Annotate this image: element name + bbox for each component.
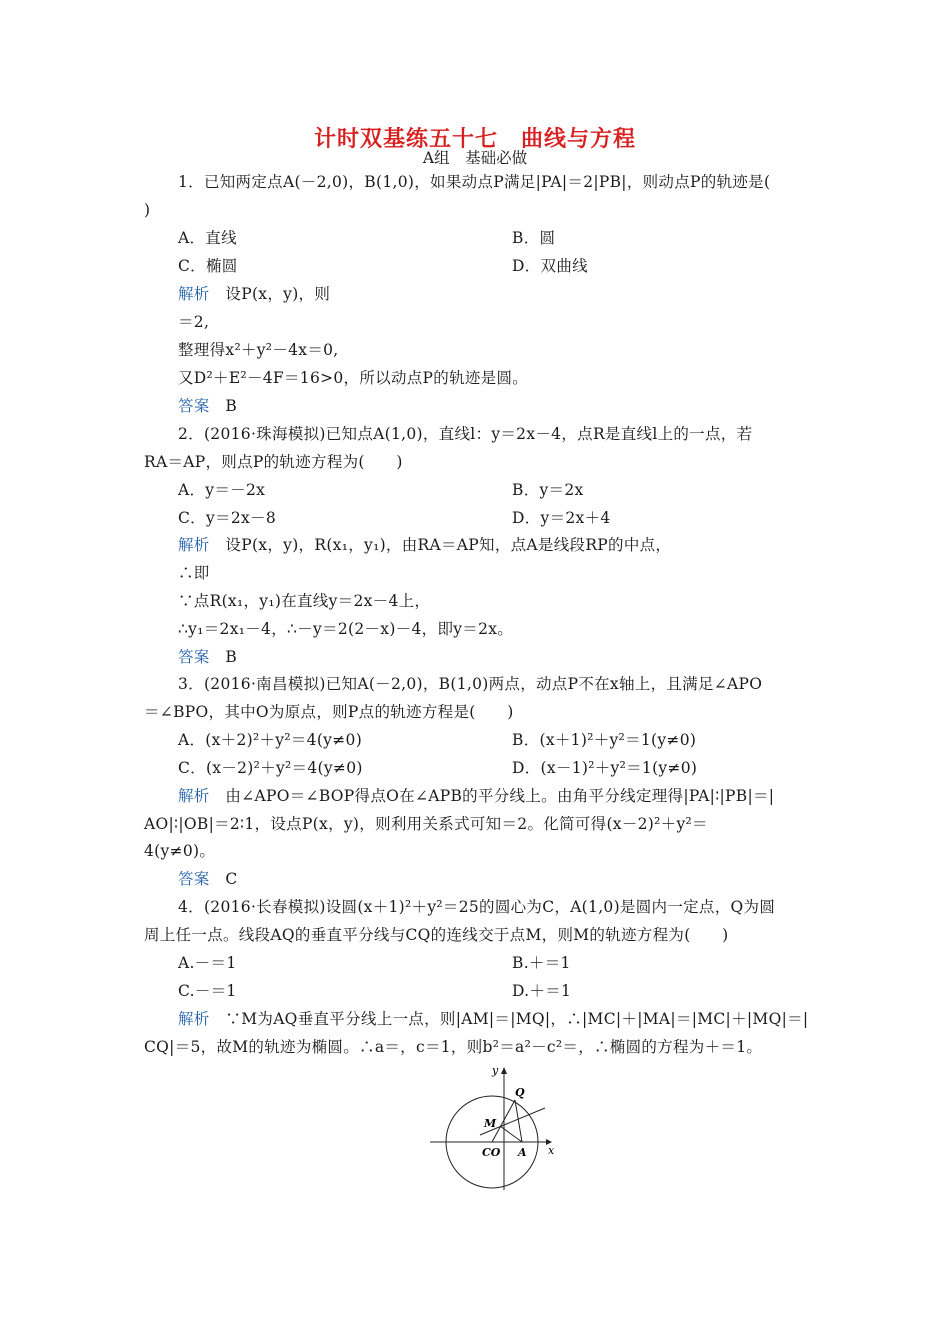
q2-option-b: B．y＝2x [512, 481, 584, 499]
ellipse-figure [430, 1062, 570, 1192]
q1-analysis-line2: ＝2, [178, 313, 210, 331]
q2-analysis-text1: 设P(x，y)，R(x₁，y₁)，由RA＝AP知，点A是线段RP的中点， [225, 536, 672, 554]
page-title: 计时双基练五十七 曲线与方程 [313, 127, 636, 152]
answer-tag: 答案 [178, 397, 210, 415]
q4-option-d: D.＋＝1 [512, 982, 572, 1000]
analysis-tag: 解析 [178, 787, 210, 805]
q3-analysis-line2: AO|∶|OB|＝2∶1，设点P(x，y)，则利用关系式可知＝2。化简可得(x－2)²＋y²＝ [144, 815, 708, 833]
q4-analysis-line1 [178, 1009, 848, 1029]
q4-stem-line2: 周上任一点。线段AQ的垂直平分线与CQ的连线交于点M，则M的轨迹方程为( ) [144, 926, 729, 944]
q4-option-b: B.＋＝1 [512, 954, 571, 972]
q2-analysis-line3: ∵点R(x₁，y₁)在直线y＝2x－4上， [178, 592, 431, 610]
answer-tag: 答案 [178, 870, 210, 888]
q1-option-b: B．圆 [512, 229, 556, 247]
q1-option-c: C．椭圆 [178, 257, 238, 275]
label-y: y [492, 1064, 499, 1077]
q3-stem-line2: ＝∠BPO，其中O为原点，则P点的轨迹方程是( ) [144, 703, 514, 721]
q3-analysis-text1: 由∠APO＝∠BOP得点O在∠APB的平分线上。由角平分线定理得|PA|∶|PB|＝| [225, 787, 775, 805]
q2-stem-line1: 2．(2016·珠海模拟)已知点A(1,0)，直线l：y＝2x－4，点R是直线l上的一点，若 [178, 425, 753, 443]
q2-answer: B [225, 648, 238, 666]
q2-stem-line2: RA＝AP，则点P的轨迹方程为( ) [144, 453, 403, 471]
segment-ma [500, 1126, 522, 1142]
analysis-tag: 解析 [178, 536, 210, 554]
q1-analysis-line3: 整理得x²＋y²－4x＝0, [178, 341, 339, 359]
q4-analysis-text1: ∵M为AQ垂直平分线上一点，则|AM|＝|MQ|，∴|MC|＋|MA|＝|MC|＋|MQ|＝| [225, 1010, 809, 1028]
q3-analysis-line3: 4(y≠0)。 [144, 842, 216, 860]
q2-analysis-line4: ∴y₁＝2x₁－4，∴－y＝2(2－x)－4，即y＝2x。 [178, 620, 514, 638]
q2-answer-line [178, 647, 848, 667]
q1-stem-line2: ) [144, 201, 151, 219]
q2-option-d: D．y＝2x＋4 [512, 509, 611, 527]
q1-analysis-line4: 又D²＋E²－4F＝16>0，所以动点P的轨迹是圆。 [178, 369, 529, 387]
q1-answer: B [225, 397, 238, 415]
q1-option-a: A．直线 [178, 229, 237, 247]
q3-stem-line1: 3．(2016·南昌模拟)已知A(－2,0)，B(1,0)两点，动点P不在x轴上，且满足∠APO [178, 675, 763, 693]
q3-analysis-line1 [178, 786, 848, 806]
label-x: x [548, 1144, 555, 1157]
analysis-tag: 解析 [178, 285, 210, 303]
q2-option-c: C．y＝2x－8 [178, 509, 276, 527]
label-co: CO [482, 1146, 501, 1159]
q4-option-c: C.－＝1 [178, 982, 237, 1000]
q4-stem-line1: 4．(2016·长春模拟)设圆(x＋1)²＋y²＝25的圆心为C，A(1,0)是圆内一定点，Q为圆 [178, 898, 776, 916]
q1-stem-line1: 1．已知两定点A(－2,0)，B(1,0)，如果动点P满足|PA|＝2|PB|，则动点P的轨迹是( [178, 173, 771, 191]
q2-analysis-line2: ∴即 [178, 564, 210, 582]
q1-option-d: D．双曲线 [512, 257, 588, 275]
q3-option-d: D．(x－1)²＋y²＝1(y≠0) [512, 759, 698, 777]
q3-answer-line [178, 869, 848, 889]
label-m: M [484, 1117, 497, 1130]
y-axis-arrow [501, 1067, 507, 1074]
answer-tag: 答案 [178, 648, 210, 666]
q3-option-a: A．(x＋2)²＋y²＝4(y≠0) [178, 731, 363, 749]
section-subtitle: A组 基础必做 [422, 149, 528, 167]
q2-option-a: A．y＝－2x [178, 481, 266, 499]
q3-option-b: B．(x＋1)²＋y²＝1(y≠0) [512, 731, 697, 749]
label-a: A [518, 1146, 527, 1159]
q1-analysis-line1 [178, 284, 848, 304]
q2-analysis-line1 [178, 535, 848, 555]
label-q: Q [515, 1086, 525, 1099]
q3-answer: C [225, 870, 238, 888]
q4-option-a: A.－＝1 [178, 954, 237, 972]
analysis-tag: 解析 [178, 1010, 210, 1028]
q1-answer-line [178, 396, 848, 416]
q1-analysis-text1: 设P(x，y)，则 [225, 285, 331, 303]
q3-option-c: C．(x－2)²＋y²＝4(y≠0) [178, 759, 363, 777]
q4-analysis-line2: CQ|＝5，故M的轨迹为椭圆。∴a＝，c＝1，则b²＝a²－c²＝，∴椭圆的方程为＋＝1。 [144, 1038, 763, 1056]
